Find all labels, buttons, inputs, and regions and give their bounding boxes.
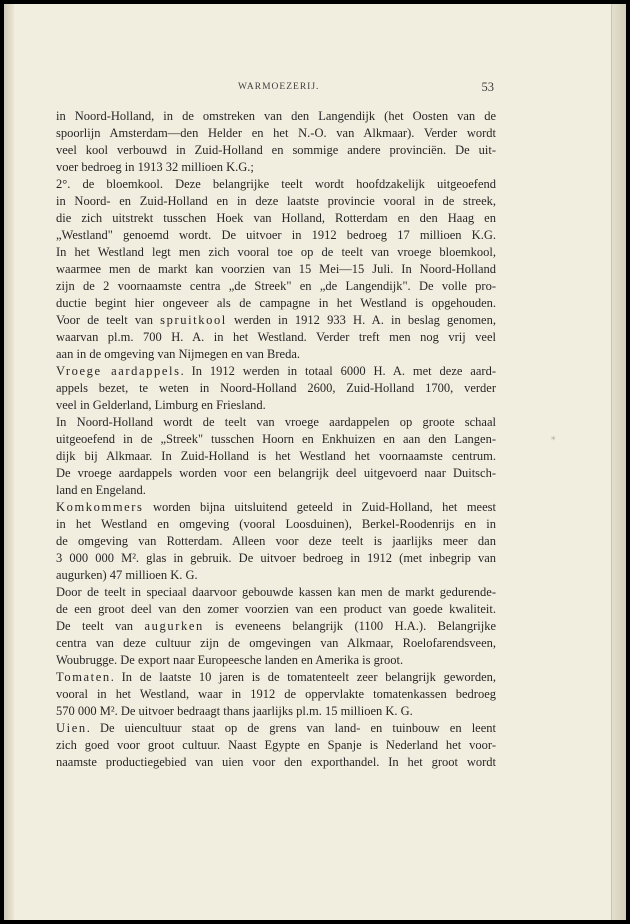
text-line: zijn de 2 voornaamste centra „de Streek" en „de Langendijk". De volle pro- bbox=[56, 279, 496, 293]
text-line: In het Westland legt men zich vooral toe op de teelt van vroege bloemkool, bbox=[56, 245, 496, 259]
text-line: appels bezet, te weten in Noord-Holland 2600, Zuid-Holland 1700, verder bbox=[56, 381, 496, 395]
text-line: augurken) 47 millioen K. G. bbox=[56, 568, 198, 582]
book-page bbox=[4, 4, 626, 920]
text-line: in Noord- en Zuid-Holland en in deze laatste provincie vooral in de streek, bbox=[56, 194, 496, 208]
text-line: voer bedroeg in 1913 32 millioen K.G.; bbox=[56, 160, 254, 174]
text-line: veel kool verbouwd in Zuid-Holland en sommige andere provinciën. De uit- bbox=[56, 143, 496, 157]
text-line: uitgeoefend in de „Streek" tusschen Hoorn en Enkhuizen en aan den Langen- bbox=[56, 432, 496, 446]
margin-mark: * bbox=[551, 436, 556, 446]
text-line: dijk bij Alkmaar. In Zuid-Holland is het Westland het voornaamste centrum. bbox=[56, 449, 496, 463]
running-head bbox=[56, 80, 494, 96]
text-line: waarvan pl.m. 700 H. A. in het Westland. Verder treft men nog vrij veel bbox=[56, 330, 496, 344]
text-line: De vroege aardappels worden voor een belangrijk deel uitgevoerd naar Duitsch- bbox=[56, 466, 496, 480]
emphasised-term: augurken bbox=[144, 619, 204, 633]
text-line: spoorlijn Amsterdam—den Helder en het N.-O. van Alkmaar). Verder wordt bbox=[56, 126, 496, 140]
text-line: ductie begint hier ongeveer als de campagne in het Westland is opgehouden. bbox=[56, 296, 496, 310]
text-line: de omgeving van Rotterdam. Alleen voor deze teelt is jaarlijks meer dan bbox=[56, 534, 496, 548]
text-line: Tomaten. In de laatste 10 jaren is de tomatenteelt zeer belangrijk geworden, bbox=[56, 670, 496, 684]
text-line: Voor de teelt van spruitkool werden in 1912 933 H. A. in beslag genomen, bbox=[56, 313, 496, 327]
running-title: WARMOEZERIJ. bbox=[238, 82, 320, 92]
body-text bbox=[56, 108, 496, 771]
emphasised-term: Tomaten bbox=[56, 670, 111, 684]
text-line: die zich uitstrekt tusschen Hoek van Holland, Rotterdam en den Haag en bbox=[56, 211, 496, 225]
page-gutter-shadow bbox=[4, 4, 14, 920]
text-line: naamste productiegebied van uien voor den exporthandel. In het groot wordt bbox=[56, 755, 496, 769]
emphasised-term: Vroege aardappels bbox=[56, 364, 181, 378]
text-line: 570 000 M². De uitvoer bedraagt thans jaarlijks pl.m. 15 millioen K. G. bbox=[56, 704, 413, 718]
text-line: land en Engeland. bbox=[56, 483, 146, 497]
text-line: zich goed voor groot cultuur. Naast Egypte en Spanje is Nederland het voor- bbox=[56, 738, 496, 752]
text-line: Uien. De uiencultuur staat op de grens van land- en tuinbouw en leent bbox=[56, 721, 496, 735]
text-line: In Noord-Holland wordt de teelt van vroege aardappelen op groote schaal bbox=[56, 415, 496, 429]
text-line: Vroege aardappels. In 1912 werden in totaal 6000 H. A. met deze aard- bbox=[56, 364, 496, 378]
text-line: De teelt van augurken is eveneens belangrijk (1100 H.A.). Belangrijke bbox=[56, 619, 496, 633]
text-line: „Westland" genoemd wordt. De uitvoer in 1912 bedroeg 17 millioen K.G. bbox=[56, 228, 496, 242]
page-number: 53 bbox=[481, 80, 494, 94]
emphasised-term: spruitkool bbox=[160, 313, 227, 327]
text-line: centra van deze cultuur zijn de omgevingen van Alkmaar, Roelofarendsveen, bbox=[56, 636, 496, 650]
emphasised-term: Komkommers bbox=[56, 500, 144, 514]
page-edge bbox=[611, 4, 626, 920]
text-line: in Noord-Holland, in de omstreken van den Langendijk (het Oosten van de bbox=[56, 109, 496, 123]
text-line: aan in de omgeving van Nijmegen en van Breda. bbox=[56, 347, 301, 361]
text-line: Woubrugge. De export naar Europeesche landen en Amerika is groot. bbox=[56, 653, 404, 667]
text-line: vooral in het Westland, waar in 1912 de oppervlakte tomatenkassen bedroeg bbox=[56, 687, 496, 701]
emphasised-term: Uien bbox=[56, 721, 87, 735]
text-line: 2°. de bloemkool. Deze belangrijke teelt wordt hoofdzakelijk uitgeoefend bbox=[56, 177, 496, 191]
text-line: 3 000 000 M². glas in gebruik. De uitvoer bedroeg in 1912 (met inbegrip van bbox=[56, 551, 496, 565]
text-line: de een groot deel van den zomer voorzien van een product van goede kwaliteit. bbox=[56, 602, 496, 616]
text-line: waarmee men de markt kan voorzien van 15 Mei—15 Juli. In Noord-Holland bbox=[56, 262, 496, 276]
text-line: Door de teelt in speciaal daarvoor gebouwde kassen kan men de markt gedurende- bbox=[56, 585, 496, 599]
text-line: Komkommers worden bijna uitsluitend geteeld in Zuid-Holland, het meest bbox=[56, 500, 496, 514]
text-line: veel in Gelderland, Limburg en Friesland. bbox=[56, 398, 266, 412]
text-line: in het Westland en omgeving (vooral Loosduinen), Berkel-Roodenrijs en in bbox=[56, 517, 496, 531]
